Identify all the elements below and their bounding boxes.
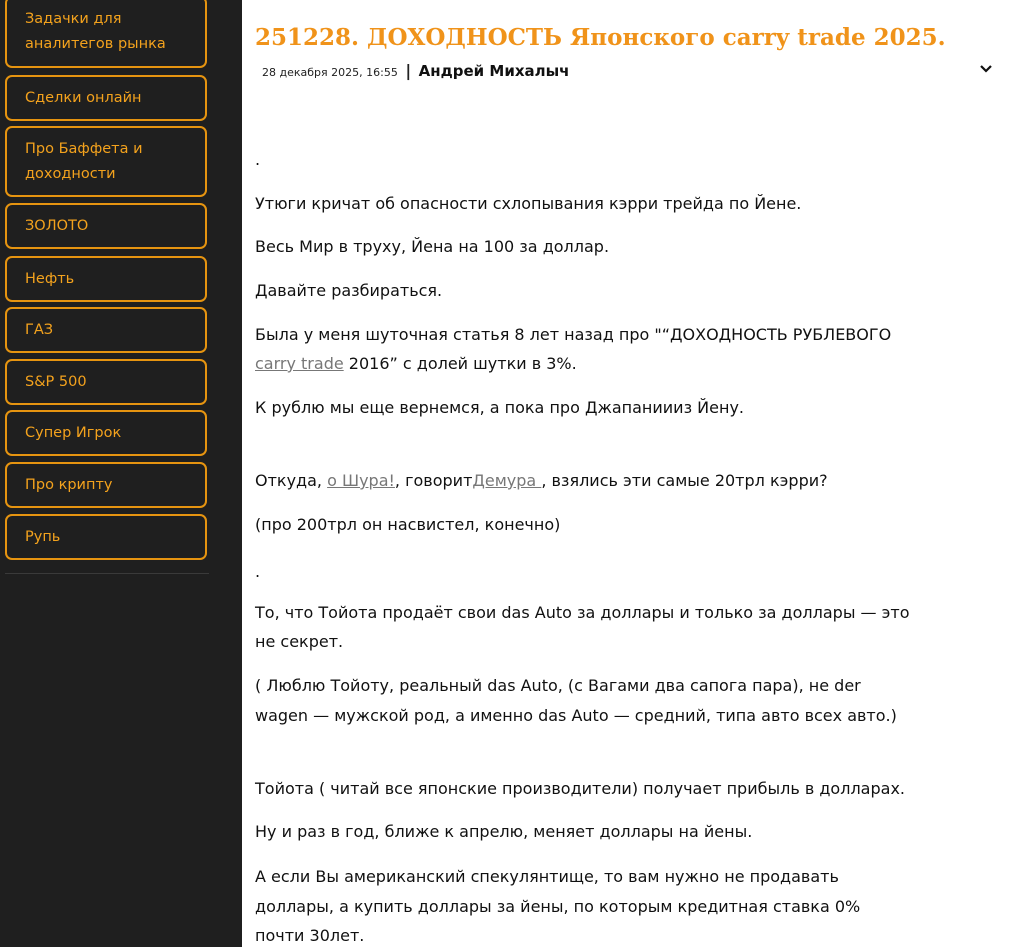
sidebar-item-label: Задачки для	[25, 11, 122, 27]
sidebar-item-label: Нефть	[25, 270, 75, 287]
sidebar-item-label: Про Баффета и	[25, 140, 143, 157]
paragraph-text: , говорит	[394, 471, 473, 490]
post-paragraph: доллары, а купить доллары за йены, по которым кредитная ставка 0%	[255, 897, 861, 916]
sidebar-item-label: Про крипту	[25, 476, 113, 493]
meta-separator: |	[405, 61, 412, 80]
post-meta	[262, 61, 570, 80]
sidebar-item-gold[interactable]	[5, 203, 207, 249]
post-paragraph	[255, 471, 828, 490]
post-date: 28 декабря 2025, 16:55	[262, 66, 398, 79]
sidebar-item-gas[interactable]	[5, 307, 207, 353]
post-paragraph: Ну и раз в год, ближе к апрелю, меняет доллары на йены.	[255, 822, 753, 841]
post-paragraph	[255, 354, 577, 373]
sidebar-item-oil[interactable]	[5, 256, 207, 302]
post-paragraph: .	[255, 150, 261, 169]
post-paragraph: .	[255, 562, 261, 581]
post-paragraph: Была у меня шуточная статья 8 лет назад про "“ДОХОДНОСТЬ РУБЛЕВОГО	[255, 325, 892, 344]
post-paragraph: не секрет.	[255, 632, 344, 651]
sidebar-item-sp500[interactable]	[5, 359, 207, 405]
sidebar-item-label: ЗОЛОТО	[25, 217, 89, 234]
sidebar-item-label: Рупь	[25, 528, 61, 545]
post-paragraph: почти 30лет.	[255, 926, 365, 945]
sidebar-divider	[5, 573, 209, 574]
sidebar-item-label: Сделки онлайн	[25, 89, 142, 106]
carry-trade-link[interactable]: carry trade	[255, 354, 344, 373]
sidebar-item-label: Супер Игрок	[25, 424, 122, 441]
post-paragraph: А если Вы американский спекулянтище, то вам нужно не продавать	[255, 867, 839, 886]
sidebar	[0, 0, 242, 947]
post-paragraph: Утюги кричат об опасности схлопывания кэрри трейда по Йене.	[255, 194, 802, 213]
post-paragraph: wagen — мужской род, а именно das Auto — средний, типа авто всех авто.)	[255, 706, 897, 725]
post-paragraph: Тойота ( читай все японские производители) получает прибыль в долларах.	[255, 779, 905, 798]
sidebar-item-analyst-tasks[interactable]	[5, 0, 207, 68]
demura-link[interactable]: Демура	[472, 471, 542, 490]
sidebar-item-crypto[interactable]	[5, 462, 207, 508]
post-paragraph: Весь Мир в труху, Йена на 100 за доллар.	[255, 237, 610, 256]
post-paragraph: К рублю мы еще вернемся, а пока про Джапаниииз Йену.	[255, 398, 744, 417]
post-paragraph: То, что Тойота продаёт свои das Auto за доллары и только за доллары — это	[255, 603, 910, 622]
post-paragraph: (про 200трл он насвистел, конечно)	[255, 515, 561, 534]
chevron-down-icon[interactable]	[979, 62, 993, 76]
post-author[interactable]: Андрей Михалыч	[418, 62, 570, 80]
sidebar-item-label: доходности	[25, 165, 116, 182]
shura-link[interactable]: о Шура!	[327, 471, 395, 490]
post-paragraph: ( Люблю Тойоту, реальный das Auto, (с Вагами два сапога пара), не der	[255, 676, 861, 695]
post-paragraph: Давайте разбираться.	[255, 281, 443, 300]
paragraph-text: , взялись эти самые 20трл кэрри?	[541, 471, 828, 490]
sidebar-item-buffett[interactable]	[5, 126, 207, 197]
sidebar-item-ruble[interactable]	[5, 514, 207, 560]
sidebar-item-super-player[interactable]	[5, 410, 207, 456]
paragraph-text: 2016” с долей шутки в 3%.	[343, 354, 577, 373]
sidebar-item-label: ГАЗ	[25, 321, 54, 338]
sidebar-item-label: S&P 500	[25, 373, 87, 390]
sidebar-item-label: аналитегов рынка	[25, 36, 166, 52]
sidebar-item-online-deals[interactable]	[5, 75, 207, 121]
post-title[interactable]: 251228. ДОХОДНОСТЬ Японского carry trade 2025.	[255, 24, 946, 51]
paragraph-text: Откуда,	[255, 471, 328, 490]
